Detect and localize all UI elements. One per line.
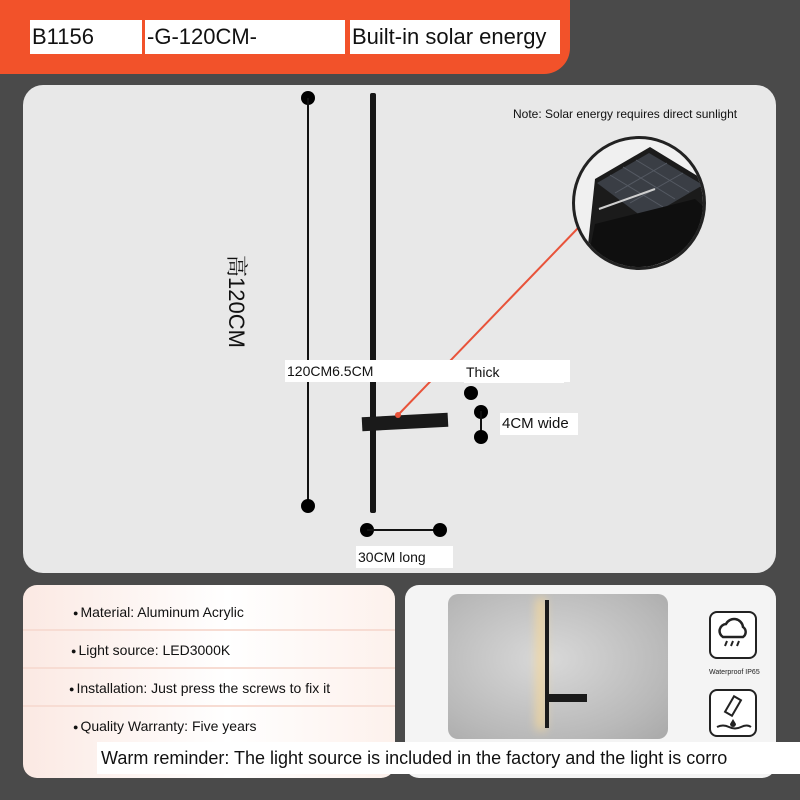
variant-tag: -G-120CM-	[145, 20, 345, 54]
spec-material	[23, 593, 395, 631]
lamp-photo	[448, 594, 668, 739]
warm-reminder: Warm reminder: The light source is included in the factory and the light is corro	[97, 742, 800, 774]
spec-material-text: Material: Aluminum Acrylic	[80, 604, 244, 620]
rain-cloud-icon	[709, 611, 757, 659]
model-tag: B1156	[30, 20, 142, 54]
spec-installation	[23, 669, 395, 707]
spec-light-source	[23, 631, 395, 669]
spec-light-source-text: Light source: LED3000K	[78, 642, 231, 658]
feature-tag: Built-in solar energy	[350, 20, 560, 54]
wide-label: 4CM wide	[500, 413, 578, 435]
waterproof-caption: Waterproof IP65	[709, 669, 760, 676]
spec-warranty-text: Quality Warranty: Five years	[80, 718, 257, 734]
solar-panel-zoom-circle	[572, 136, 706, 270]
pointer-dot	[395, 412, 401, 418]
lit-lamp-pole	[545, 600, 549, 728]
thick-label: Thick	[464, 361, 564, 383]
pointer-line	[398, 227, 579, 415]
bullet-icon: ●	[73, 608, 79, 619]
solar-panel-icon	[575, 139, 706, 270]
spec-warranty	[23, 707, 395, 745]
solar-note: Note: Solar energy requires direct sunlight	[513, 107, 738, 121]
bullet-icon: ●	[73, 722, 79, 733]
wide-dim-bottom-dot	[474, 430, 488, 444]
length-dim-line	[367, 529, 439, 531]
dims-label: 120CM6.5CM	[285, 360, 570, 382]
bullet-icon: ●	[71, 646, 77, 657]
bullet-icon: ●	[69, 684, 75, 695]
length-dim-right-dot	[433, 523, 447, 537]
lit-lamp-arm	[547, 694, 587, 702]
height-label: 高120CM	[224, 255, 249, 348]
length-label: 30CM long	[356, 546, 453, 568]
anti-corrosion-icon	[709, 689, 757, 737]
spec-installation-text: Installation: Just press the screws to fix it	[76, 680, 331, 696]
dimension-diagram-panel	[23, 85, 776, 573]
thick-dot	[464, 386, 478, 400]
